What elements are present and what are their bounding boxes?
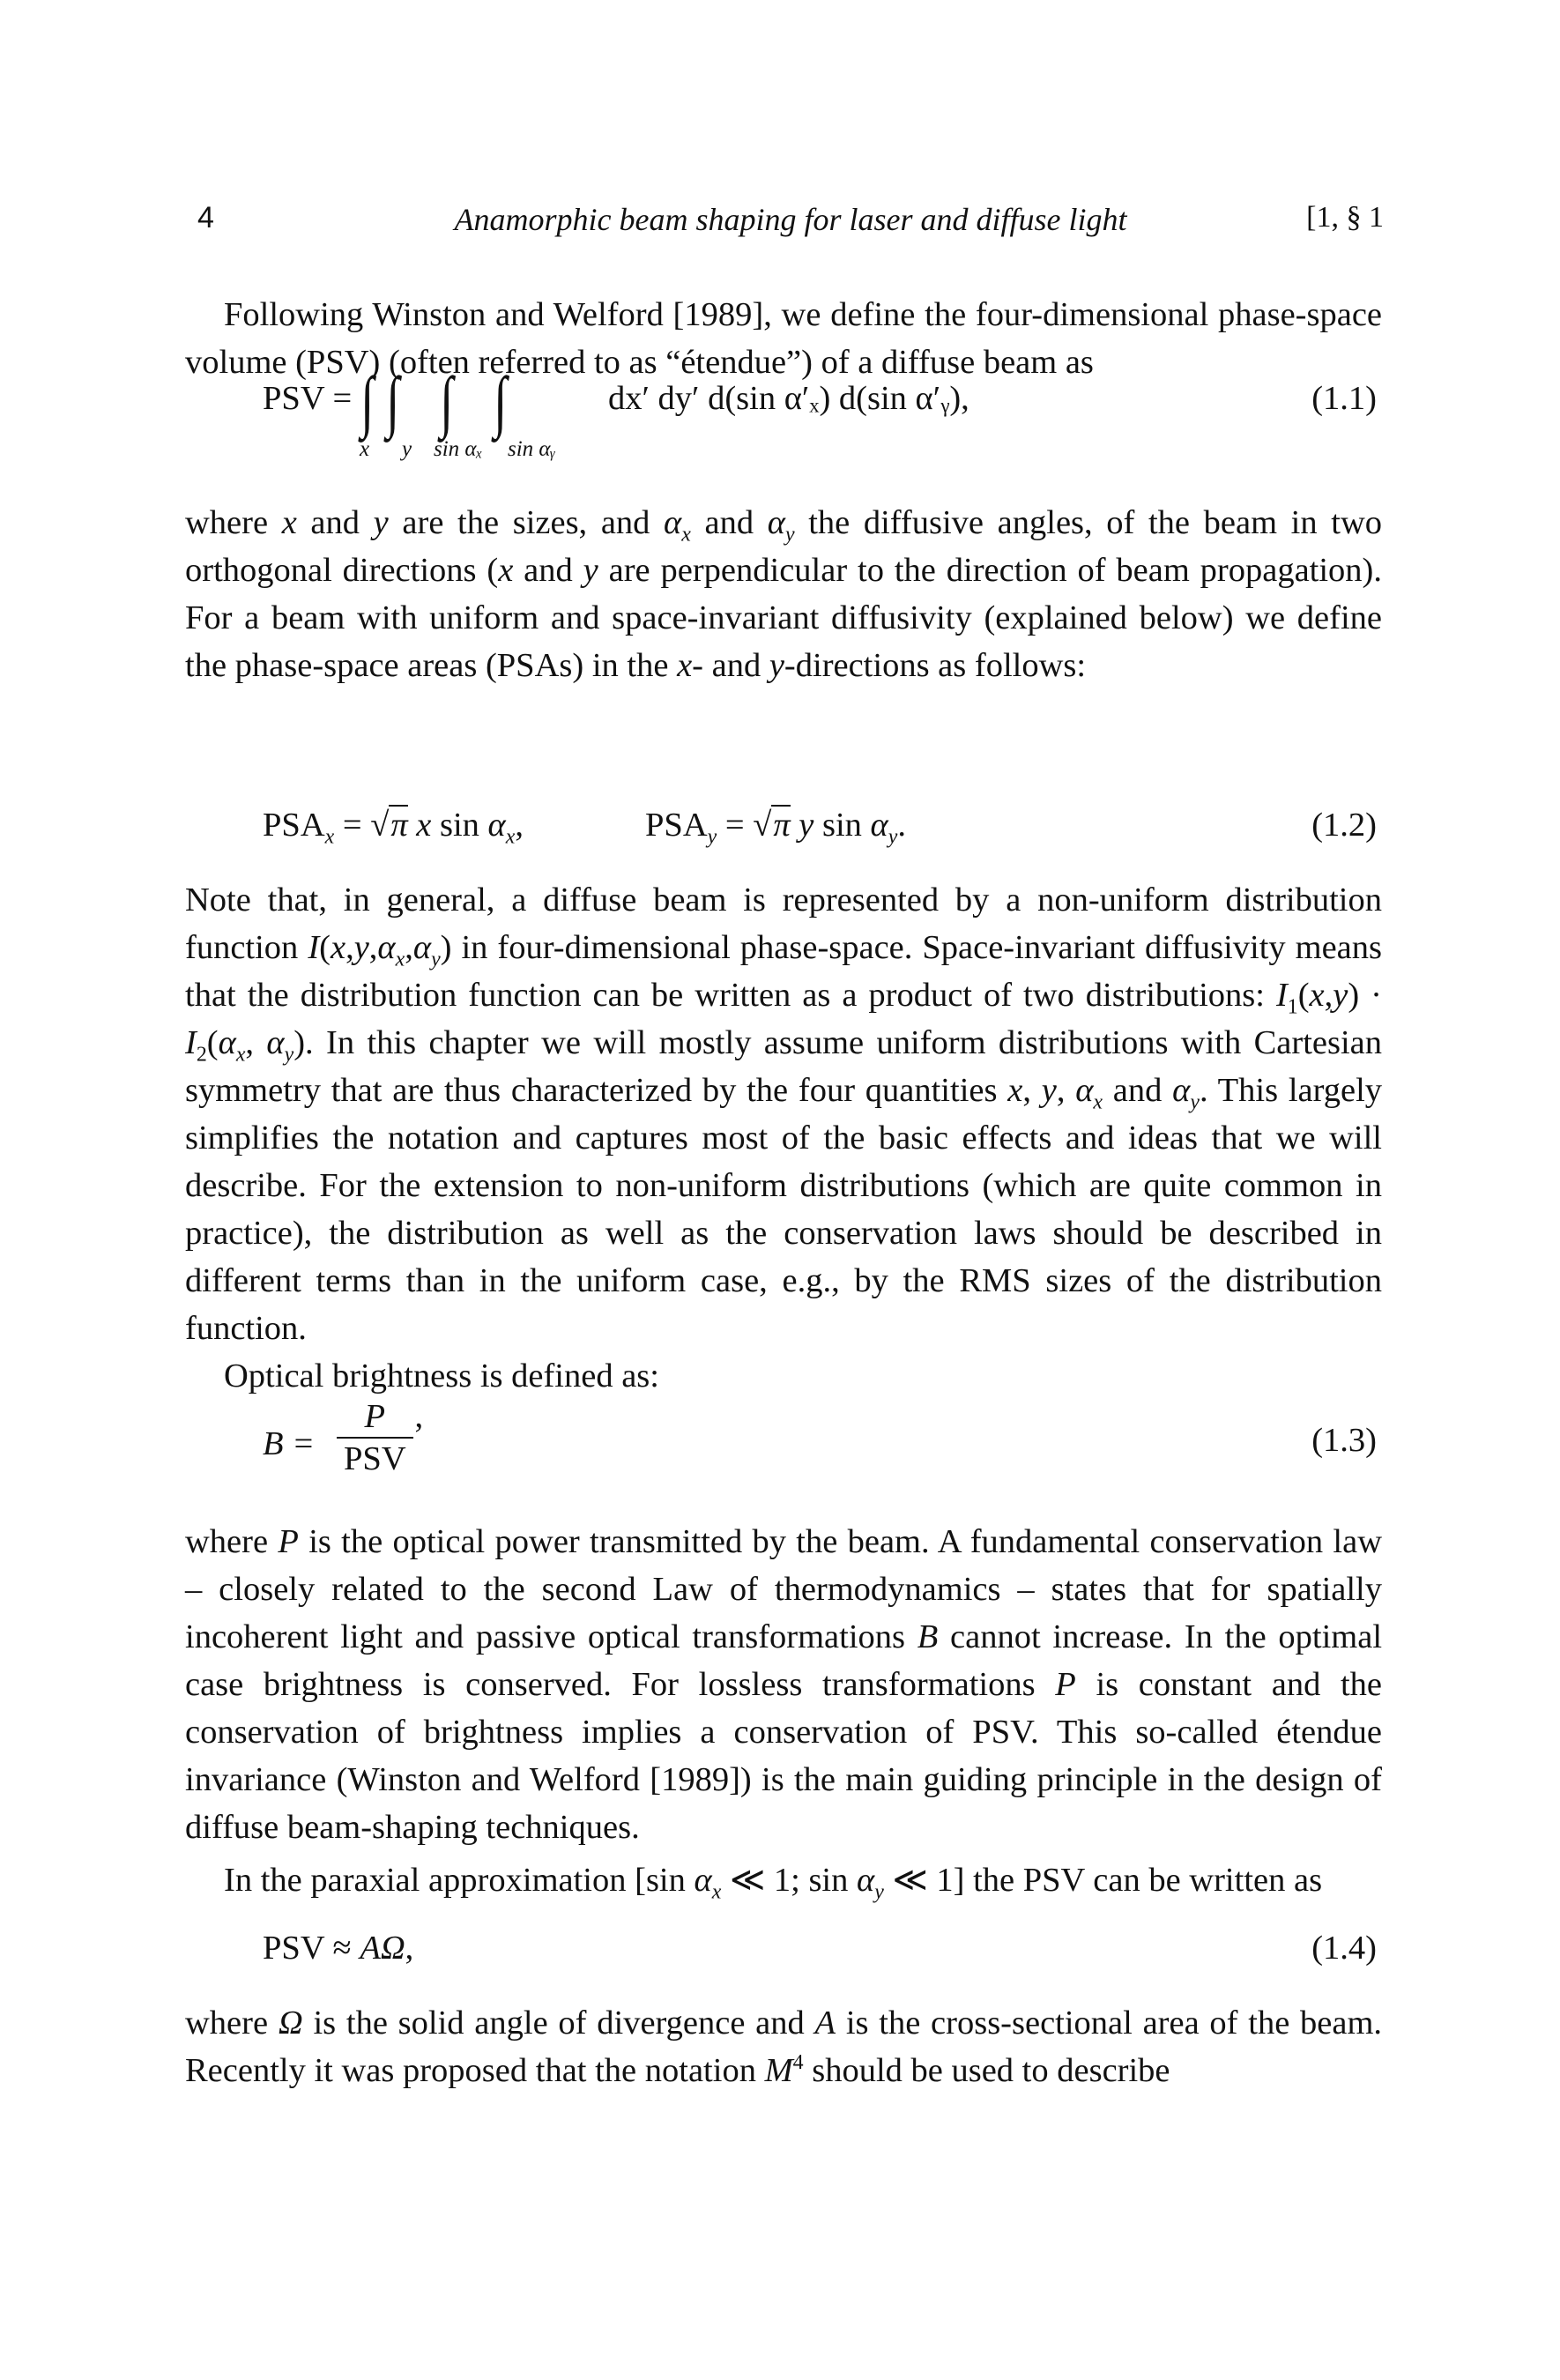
integral-sign: ∫ [494, 362, 508, 439]
eq-1-2-right: $PSA_y = √\pi$ y $\sin \alpha_y$. [645, 807, 906, 849]
integral-sign: ∫ [386, 362, 400, 439]
page-header [197, 201, 1384, 247]
equation-1-2 [185, 806, 1382, 859]
integral-limit: y [402, 437, 412, 461]
equation-1-3 [185, 1398, 1382, 1499]
equation-1-1 [185, 362, 1382, 476]
running-title: Anamorphic beam shaping for laser and diffuse light [454, 202, 1127, 237]
eq-1-1-integrand: dx′ dy′ d(sin α′ₓ) d(sin α′ᵧ), [608, 380, 969, 417]
paragraph-distribution: Note that, in general, a diffuse beam is represented by a non-uniform distribution function $I(x,y,\alpha_x,\alpha_y)$ in four-dimensional phase-space. Space-invariant diffusivity means that the distribution function can be written as a product of two distributions: $I_1(x,y) \cdot I_2(\alpha_x$, $\alpha_y$). In this chapter we will mostly assume uniform distributions with Cartesian symmetry that are thus characterized by the four quantities x, y, $\alpha_x$ and $\alpha_y$. This largely simplifies the notation and captures most of the basic effects and ideas that we will describe. For the extension to non-uniform distributions (which are quite common in practice), the distribution as well as the conservation laws should be described in different terms than in the uniform case, e.g., by the RMS sizes of the distribution function. Optical brightness is defined as: [185, 876, 1382, 1400]
eq-1-3-fraction: $\frac{P}{\text{PSV}}$ ’ [337, 1396, 424, 1479]
equation-number: (1.1) [1311, 380, 1377, 417]
paragraph-text: Following Winston and Welford [1989], we define the four-dimensional phase-space volume (PSV) (often referred to as “étendue”) of a diffuse beam as [185, 296, 1382, 381]
integral-limit: sin αᵧ [508, 437, 556, 461]
equation-number: (1.2) [1311, 807, 1377, 844]
equation-number: (1.3) [1311, 1422, 1377, 1459]
equation-number: (1.4) [1311, 1930, 1377, 1967]
section-reference: [1, § 1 [1306, 201, 1384, 234]
paragraph-solid-angle: where Ω is the solid angle of divergence and A is the cross-sectional area of the beam. Recently it was proposed that the notation $M^4$ should be used to describe [185, 2004, 1383, 2089]
paragraph-brightness-intro: Optical brightness is defined as: [224, 1357, 659, 1395]
integral-limit: x [360, 437, 370, 461]
paragraph-paraxial: In the paraxial approximation [sin $\alpha_x$ ≪ 1; $\sin \alpha_y$ ≪ 1] the PSV can be written as [224, 1862, 1323, 1904]
equation-1-4 [185, 1929, 1382, 1982]
integral-limit: sin αₓ [434, 437, 483, 461]
integral-signs [354, 361, 514, 441]
eq-1-2-left: $PSA_x = √\pi$ x $\sin \alpha_x$, [263, 807, 524, 849]
paragraph-conservation: where P is the optical power transmitted by the beam. A fundamental conservation law – closely related to the second Law of thermodynamics – states that for spatially incoherent light and passive optical transformations B cannot increase. In the optimal case brightness is conserved. For lossless transformations P is constant and the conservation of brightness implies a conservation of PSV. This so-called étendue invariance (Winston and Welford [1989]) is the main guiding principle in the design of diffuse beam-shaping techniques. In the paraxial approximation [sin $\alpha_x$ ≪ 1; $\sin \alpha_y$ ≪ 1] the PSV can be written as [185, 1523, 1383, 1904]
eq-1-4-expr: PSV ≈ AΩ, [263, 1930, 414, 1967]
integral-sign: ∫ [360, 362, 375, 439]
page-number: 4 [197, 201, 214, 234]
integral-sign: ∫ [440, 362, 454, 439]
eq-1-3-lhs: B = [263, 1425, 316, 1462]
eq-1-1-lhs: PSV = [263, 380, 353, 417]
paragraph-definitions: where x and y are the sizes, and $\alpha_x$ and $\alpha_y$ the diffusive angles, of the beam in two orthogonal directions (x and y are perpendicular to the direction of beam propagation). For a beam with uniform and space-invariant diffusivity (explained below) we define the phase-space areas (PSAs) in the x- and y-directions as follows: [185, 504, 1383, 684]
